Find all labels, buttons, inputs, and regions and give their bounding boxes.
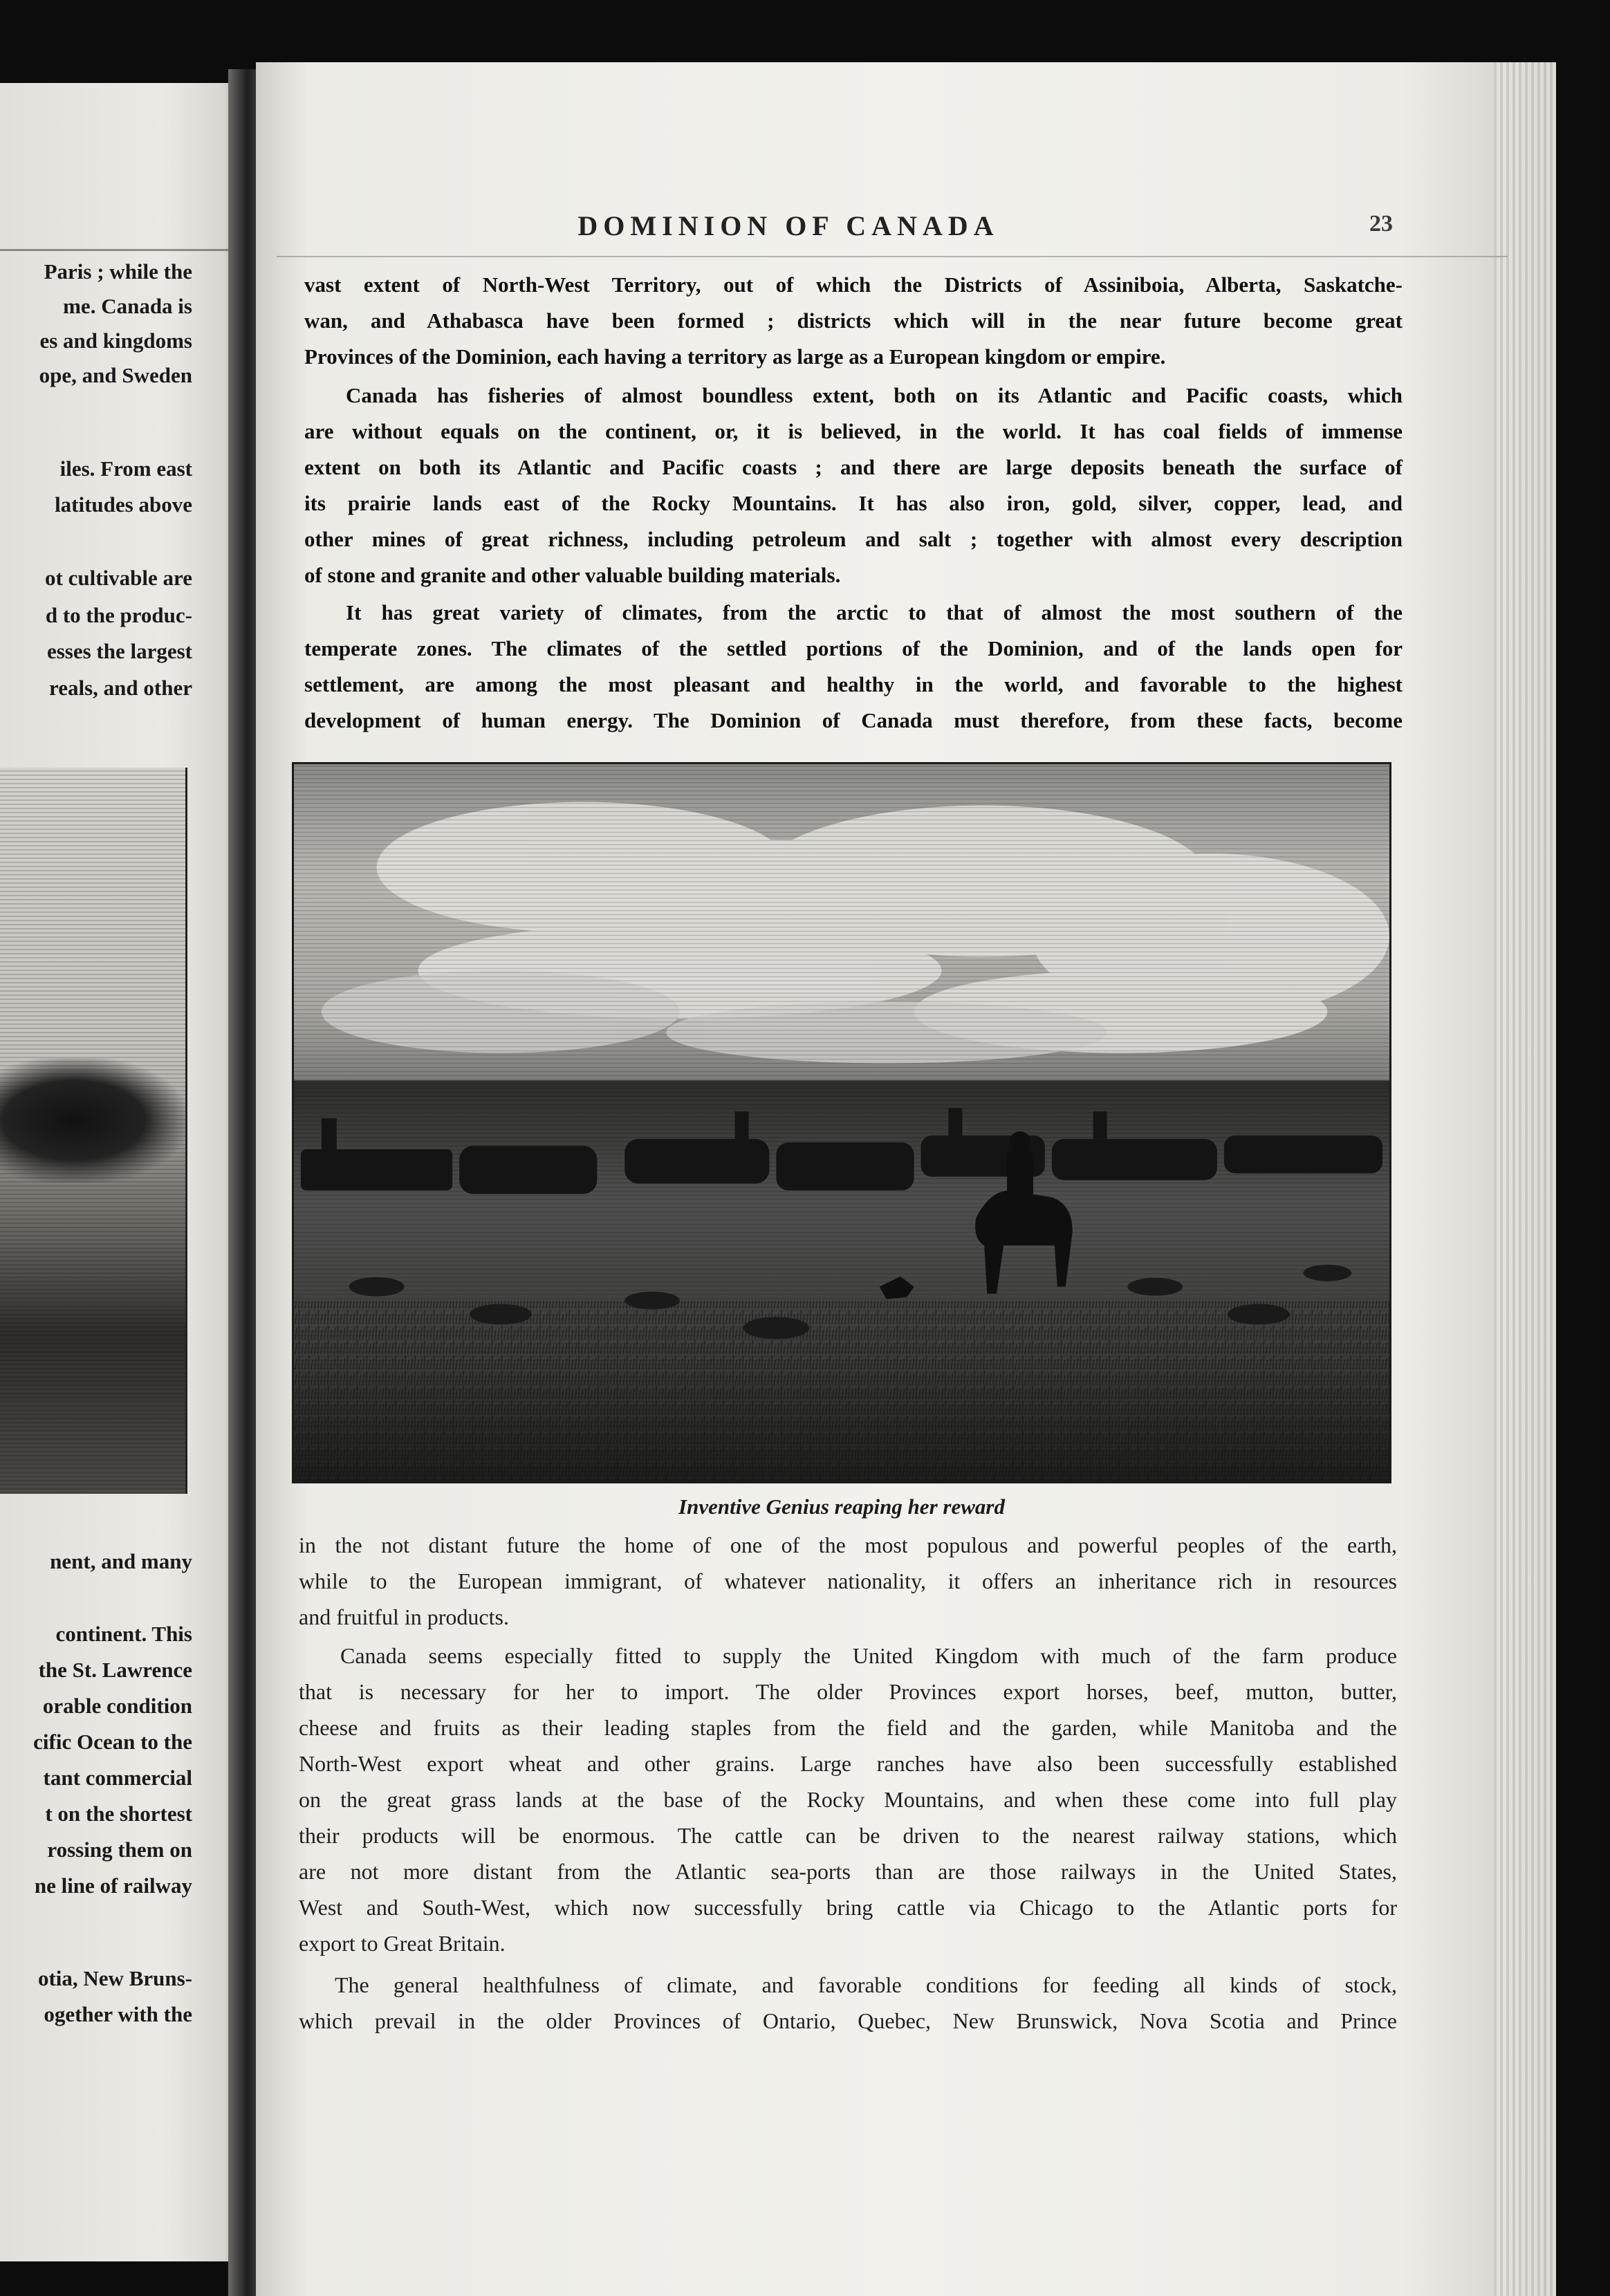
body-line: their products will be enormous. The cattle can be driven to the nearest railway stations, which [299,1823,1397,1848]
body-line: are not more distant from the Atlantic sea-ports than are those railways in the United States, [299,1859,1397,1884]
page-number: 23 [1369,211,1393,237]
body-line: settlement, are among the most pleasant and healthy in the world, and favorable to the highest [304,672,1403,696]
previous-page-line: continent. This [55,1622,192,1646]
body-line: Provinces of the Dominion, each having a territory as large as a European kingdom or empire. [304,344,1166,369]
body-line: temperate zones. The climates of the settled portions of the Dominion, and of the lands open for [304,636,1403,660]
body-line: North-West export wheat and other grains. Large ranches have also been successfully established [299,1751,1397,1776]
previous-page-line: iles. From east [59,456,192,481]
previous-page-line: ot cultivable are [45,566,192,590]
body-line: other mines of great richness, including petroleum and salt ; together with almost every description [304,527,1403,551]
body-line: cheese and fruits as their leading staples from the field and the garden, while Manitoba and the [299,1715,1397,1740]
body-line: vast extent of North-West Territory, out of which the Districts of Assiniboia, Alberta, Saskatche- [304,272,1403,297]
previous-page-line: d to the produc- [45,603,192,627]
previous-page-line: me. Canada is [63,294,192,318]
body-line: Canada has fisheries of almost boundless extent, both on its Atlantic and Pacific coasts, which [346,383,1403,407]
previous-page-line: nent, and many [50,1549,192,1573]
body-line: export to Great Britain. [299,1931,506,1956]
body-line: its prairie lands east of the Rocky Mountains. It has also iron, gold, silver, copper, lead, and [304,491,1403,515]
body-line: while to the European immigrant, of whatever nationality, it offers an inheritance rich in resources [299,1568,1397,1593]
previous-page-line: Paris ; while the [44,259,192,284]
running-head: DOMINION OF CANADA [577,210,999,241]
previous-page-line: t on the shortest [45,1802,192,1826]
body-line: which prevail in the older Provinces of Ontario, Quebec, New Brunswick, Nova Scotia and Prince [299,2008,1397,2033]
illustration-caption: Inventive Genius reaping her reward [678,1494,1005,1519]
previous-page-line: the St. Lawrence [38,1658,192,1682]
body-line: extent on both its Atlantic and Pacific coasts ; and there are large deposits beneath the surface of [304,455,1403,479]
body-line: in the not distant future the home of one of the most populous and powerful peoples of the earth, [299,1533,1397,1557]
previous-page-head-rule [0,249,228,251]
previous-page-line: es and kingdoms [39,328,192,353]
previous-page-line: latitudes above [55,492,192,517]
previous-page-line: rossing them on [47,1837,192,1862]
body-line: Canada seems especially fitted to supply the United Kingdom with much of the farm produce [340,1643,1397,1668]
body-line: on the great grass lands at the base of the Rocky Mountains, and when these come into full play [299,1787,1397,1812]
page-23 [256,62,1556,2296]
body-line: West and South-West, which now successfully bring cattle via Chicago to the Atlantic ports for [299,1895,1397,1920]
previous-page-fragment [0,83,235,2261]
body-line: and fruitful in products. [299,1604,509,1629]
body-line: The general healthfulness of climate, and favorable conditions for feeding all kinds of stock, [335,1972,1397,1997]
previous-page-line: ne line of railway [34,1873,192,1898]
horse-team-illustration [0,1058,185,1183]
page-edge-stack [1494,62,1556,2296]
previous-page-line: tant commercial [43,1766,192,1790]
body-line: are without equals on the continent, or, it is believed, in the world. It has coal fields of immense [304,419,1403,443]
prairie-reaping-scene [294,764,1389,1481]
previous-page-line: otia, New Bruns- [37,1966,192,1990]
previous-page-line: ogether with the [44,2002,192,2026]
previous-page-line: cific Ocean to the [33,1730,192,1754]
body-line: wan, and Athabasca have been formed ; districts which will in the near future become great [304,308,1403,333]
body-line: of stone and granite and other valuable building materials. [304,563,841,587]
body-line: development of human energy. The Dominion of Canada must therefore, from these facts, become [304,708,1403,732]
body-line: that is necessary for her to import. The older Provinces export horses, beef, mutton, butter, [299,1679,1397,1704]
previous-page-line: reals, and other [49,676,192,700]
head-rule [277,256,1508,257]
previous-page-line: ope, and Sweden [39,363,192,387]
body-line: It has great variety of climates, from the arctic to that of almost the most southern of the [346,600,1403,624]
previous-page-line: esses the largest [46,639,192,663]
previous-page-engraving [0,768,187,1494]
previous-page-line: orable condition [42,1694,192,1718]
engraving-illustration [292,762,1391,1483]
